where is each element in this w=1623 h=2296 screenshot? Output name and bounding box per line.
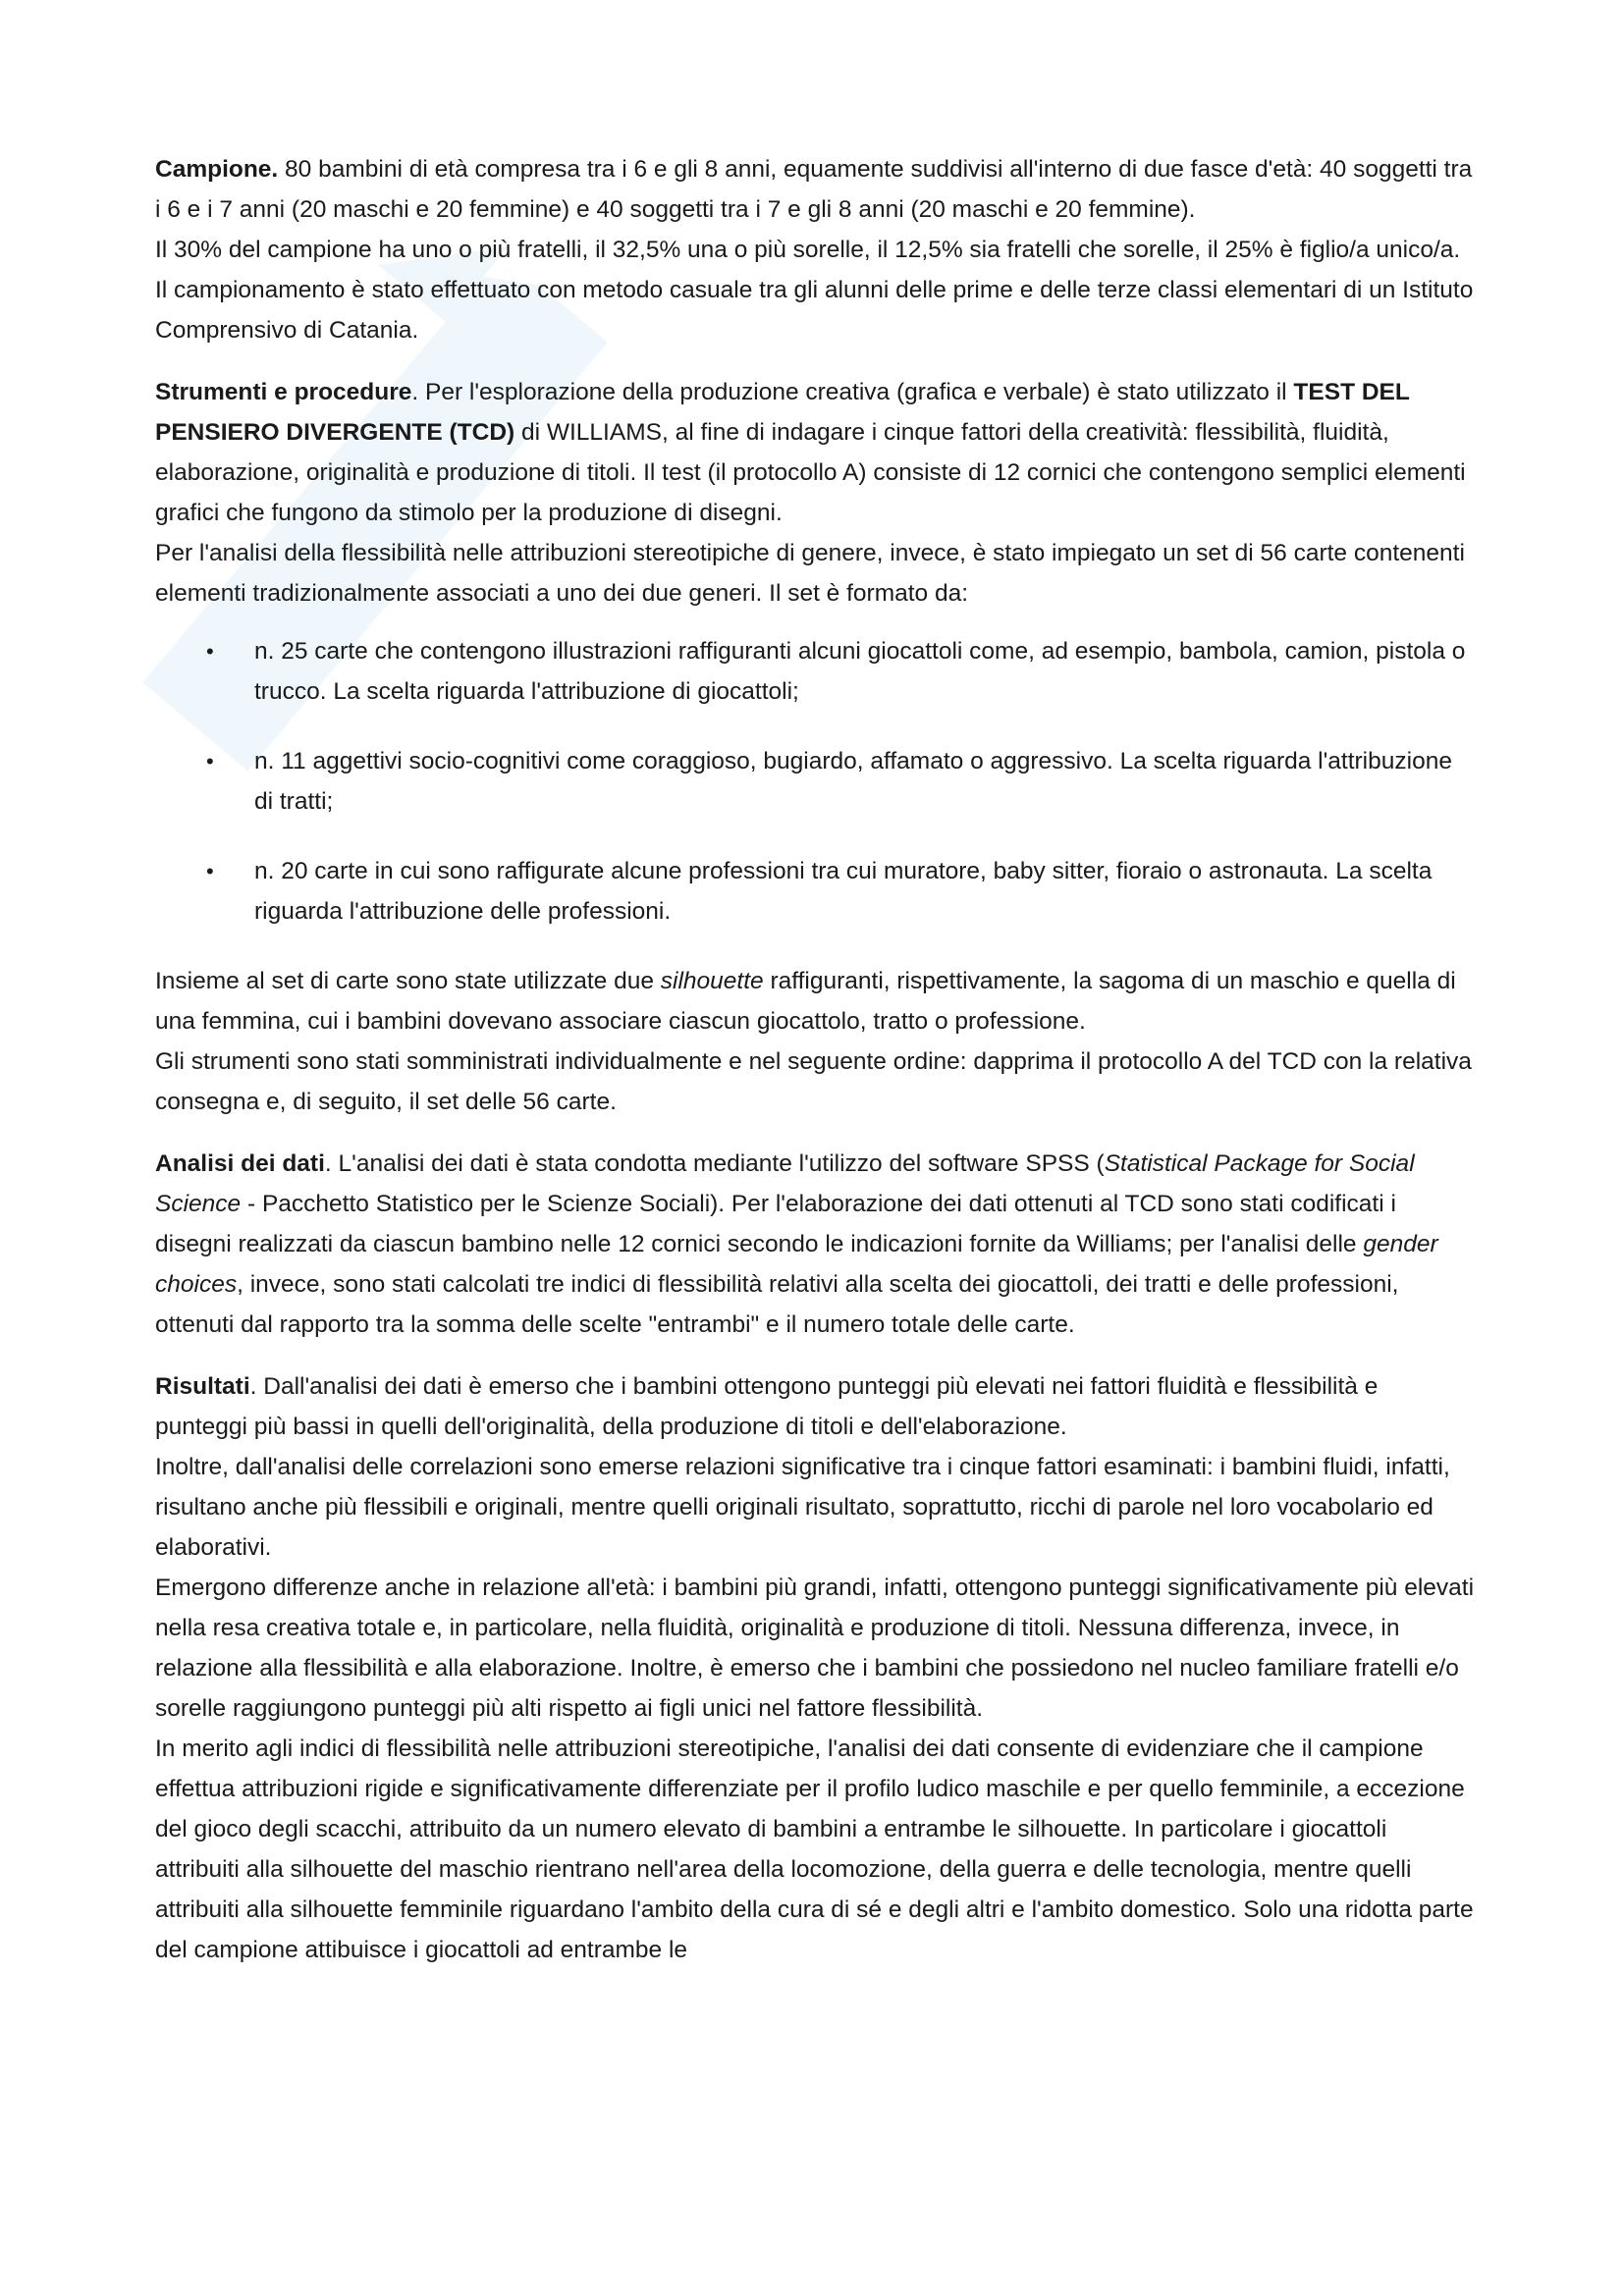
- risultati-heading: Risultati: [155, 1373, 250, 1400]
- silhouette-term: silhouette: [660, 968, 764, 994]
- analisi-text: . L'analisi dei dati è stata condotta mediante l'utilizzo del software SPSS (: [324, 1150, 1105, 1177]
- risultati-paragraph-1: [155, 1366, 1476, 1447]
- campione-paragraph-1: [155, 149, 1476, 230]
- document-body: [155, 149, 1476, 1992]
- list-item-text: n. 25 carte che contengono illustrazioni raffiguranti alcuni giocattoli come, ad esempio, bambola, camion, pistola o trucco. La scelta riguarda l'attribuzione di giocattoli;: [254, 638, 1466, 705]
- section-risultati: [155, 1366, 1476, 1970]
- bullet-icon: •: [206, 749, 214, 774]
- strumenti-paragraph-3: [155, 961, 1476, 1041]
- section-strumenti: [155, 372, 1476, 1122]
- list-item-text: n. 11 aggettivi socio-cognitivi come coraggioso, bugiardo, affamato o aggressivo. La scelta riguarda l'attribuzione di tratti;: [254, 748, 1452, 815]
- campione-heading: Campione.: [155, 156, 279, 183]
- silhouette-text: Insieme al set di carte sono state utilizzate due: [155, 968, 661, 994]
- list-item: [155, 631, 1476, 712]
- bullet-icon: •: [206, 639, 214, 664]
- strumenti-paragraph-2: Per l'analisi della flessibilità nelle attribuzioni stereotipiche di genere, invece, è stato impiegato un set di 56 carte contenenti elementi tradizionalmente associati a uno dei due generi. Il set è formato da:: [155, 540, 1465, 607]
- strumenti-text: . Per l'esplorazione della produzione creativa (grafica e verbale) è stato utilizzato il: [411, 379, 1294, 405]
- risultati-paragraph-2: Inoltre, dall'analisi delle correlazioni sono emerse relazioni significative tra i cinque fattori esaminati: i bambini fluidi, infatti, risultano anche più flessibili e originali, mentre quelli originali risultato, soprattutto, ricchi di parole nel loro vocabolario ed elaborativi.: [155, 1454, 1450, 1561]
- spss-name: Statistical Package for Social Science: [155, 1150, 1415, 1217]
- list-item: [155, 851, 1476, 932]
- card-set-list: [155, 631, 1476, 932]
- section-campione: [155, 149, 1476, 350]
- gender-choices-term: gender choices: [155, 1231, 1438, 1298]
- strumenti-text-continued: di WILLIAMS, al fine di indagare i cinque fattori della creatività: flessibilità, fluidità, elaborazione, originalità e produzione di titoli. Il test (il protocollo A) consiste di 12 cornici che contengono semplici elementi grafici che fungono da stimolo per la produzione di disegni.: [155, 419, 1466, 526]
- risultati-paragraph-4: In merito agli indici di flessibilità nelle attribuzioni stereotipiche, l'analisi dei dati consente di evidenziare che il campione effettua attribuzioni rigide e significativamente differenziate per il profilo ludico maschile e per quello femminile, a eccezione del gioco degli scacchi, attribuito da un numero elevato di bambini a entrambe le silhouette. In particolare i giocattoli attribuiti alla silhouette del maschio rientrano nell'area della locomozione, della guerra e delle tecnologia, mentre quelli attribuiti alla silhouette femminile riguardano l'ambito della cura di sé e degli altri e l'ambito domestico. Solo una ridotta parte del campione attibuisce i giocattoli ad entrambe le: [155, 1735, 1474, 1963]
- strumenti-heading: Strumenti e procedure: [155, 379, 412, 405]
- risultati-paragraph-3: Emergono differenze anche in relazione all'età: i bambini più grandi, infatti, ottengono punteggi significativamente più elevati nella resa creativa totale e, in particolare, nella fluidità, originalità e produzione di titoli. Nessuna differenza, invece, in relazione alla flessibilità e alla elaborazione. Inoltre, è emerso che i bambini che possiedono nel nucleo familiare fratelli e/o sorelle raggiungono punteggi più alti rispetto ai figli unici nel fattore flessibilità.: [155, 1575, 1475, 1722]
- campione-paragraph-2: Il 30% del campione ha uno o più fratelli, il 32,5% una o più sorelle, il 12,5% sia fratelli che sorelle, il 25% è figlio/a unico/a.: [155, 237, 1461, 263]
- analisi-text-end: , invece, sono stati calcolati tre indici di flessibilità relativi alla scelta dei giocattoli, dei tratti e delle professioni, ottenuti dal rapporto tra la somma delle scelte "entrambi" e il numero totale delle carte.: [155, 1271, 1399, 1338]
- test-name: TEST DEL PENSIERO DIVERGENTE (TCD): [155, 379, 1410, 446]
- campione-text: 80 bambini di età compresa tra i 6 e gli 8 anni, equamente suddivisi all'interno di due fasce d'età: 40 soggetti tra i 6 e i 7 anni (20 maschi e 20 femmine) e 40 soggetti tra i 7 e gli 8 anni (20 maschi e 20 femmine).: [155, 156, 1473, 223]
- bullet-icon: •: [206, 859, 214, 883]
- risultati-text: . Dall'analisi dei dati è emerso che i bambini ottengono punteggi più elevati nei fattori fluidità e flessibilità e punteggi più bassi in quelli dell'originalità, della produzione di titoli e dell'elaborazione.: [155, 1373, 1379, 1440]
- silhouette-text-continued: raffiguranti, rispettivamente, la sagoma di un maschio e quella di una femmina, cui i bambini dovevano associare ciascun giocattolo, tratto o professione.: [155, 968, 1456, 1035]
- campione-paragraph-3: Il campionamento è stato effettuato con metodo casuale tra gli alunni delle prime e delle terze classi elementari di un Istituto Comprensivo di Catania.: [155, 277, 1474, 344]
- analisi-heading: Analisi dei dati: [155, 1150, 325, 1177]
- strumenti-paragraph-4: Gli strumenti sono stati somministrati individualmente e nel seguente ordine: dapprima il protocollo A del TCD con la relativa consegna e, di seguito, il set delle 56 carte.: [155, 1048, 1472, 1115]
- section-analisi: [155, 1144, 1476, 1345]
- list-item: [155, 741, 1476, 822]
- analisi-text-continued: - Pacchetto Statistico per le Scienze Sociali). Per l'elaborazione dei dati ottenuti al TCD sono stati codificati i disegni realizzati da ciascun bambino nelle 12 cornici secondo le indicazioni fornite da Williams; per l'analisi delle: [155, 1191, 1396, 1257]
- list-item-text: n. 20 carte in cui sono raffigurate alcune professioni tra cui muratore, baby sitter, fioraio o astronauta. La scelta riguarda l'attribuzione delle professioni.: [254, 858, 1433, 925]
- strumenti-paragraph-1: [155, 372, 1476, 533]
- analisi-paragraph-1: [155, 1144, 1476, 1345]
